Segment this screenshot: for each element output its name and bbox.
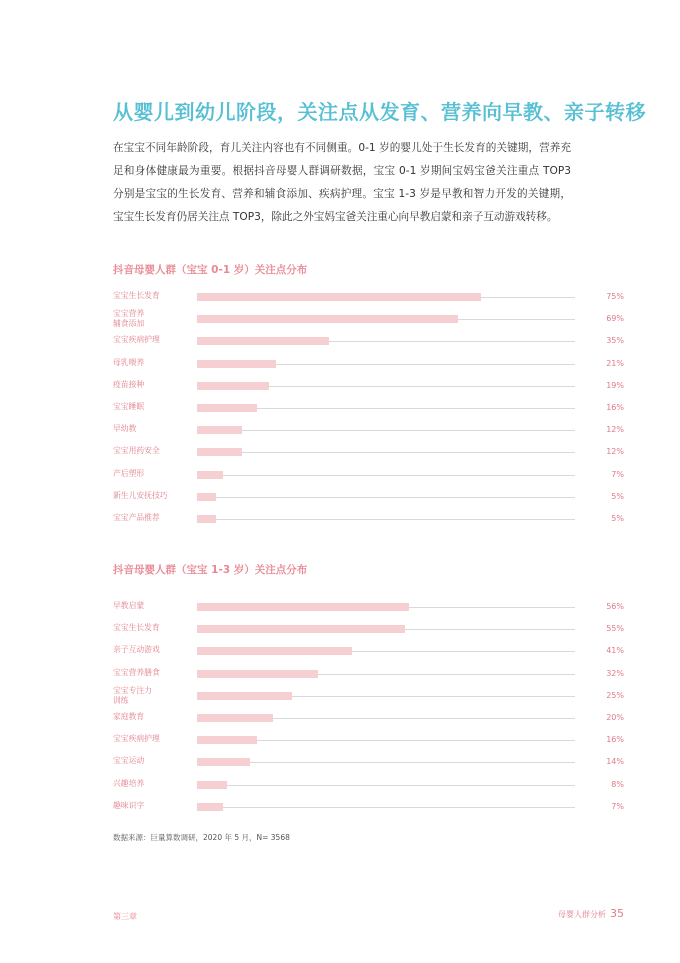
bar <box>197 315 458 323</box>
bar-track <box>197 430 575 431</box>
bar-row <box>113 376 628 400</box>
bar-label: 宝宝睡眠 <box>113 402 145 411</box>
bar-row <box>113 775 628 799</box>
bar-row <box>113 354 628 378</box>
bar <box>197 758 250 766</box>
bar-row <box>113 597 628 621</box>
bar <box>197 404 257 412</box>
bar-label: 宝宝营养膳食 <box>113 667 160 677</box>
bar-label: 家庭教育 <box>113 712 145 721</box>
bar-value-label: 8% <box>611 779 624 789</box>
bar-label: 母乳喂养 <box>113 357 145 367</box>
bar-value-label: 12% <box>606 425 624 435</box>
bar-row <box>113 509 628 533</box>
bar-value-label: 75% <box>606 292 624 301</box>
bar <box>197 647 352 655</box>
bar-row <box>113 708 628 732</box>
bar-value-label: 19% <box>606 380 624 390</box>
chart-2-title: 抖音母婴人群（宝宝 1-3 岁）关注点分布 <box>113 564 308 576</box>
bar <box>197 493 216 501</box>
bar <box>197 515 216 523</box>
bar <box>197 293 481 301</box>
bar-row <box>113 398 628 422</box>
footer-section-title: 母婴人群分析 <box>558 910 606 919</box>
bar <box>197 781 227 789</box>
bar-value-label: 5% <box>611 491 624 501</box>
bar-value-label: 20% <box>606 713 624 722</box>
bar-label: 产后塑形 <box>113 468 145 478</box>
bar <box>197 736 257 744</box>
bar-label: 宝宝用药安全 <box>113 446 160 456</box>
bar-track <box>197 452 575 453</box>
bar-label: 疫苗接种 <box>113 379 145 389</box>
bar-row <box>113 664 628 688</box>
bar-track <box>197 807 575 808</box>
bar-value-label: 14% <box>606 757 624 767</box>
bar-row <box>113 287 628 311</box>
intro-paragraph: 在宝宝不同年龄阶段，育儿关注内容也有不同侧重。0-1 岁的婴儿处于生长发育的关键期，营养充足和身体健康最为重要。根据抖音母婴人群调研数据，宝宝 0-1 岁期间宝妈宝爸关注重点 TOP3 分别是宝宝的生长发育、营养和辅食添加、疾病护理。宝宝 1-3 岁是早教和智力开发的关键期，宝宝生长发育仍居关注点 TOP3，除此之外宝妈宝爸关注重心向早教启蒙和亲子互动游戏转移。 <box>113 142 571 223</box>
bar-value-label: 16% <box>606 735 624 745</box>
bar-value-label: 69% <box>606 314 624 324</box>
bar-value-label: 5% <box>611 514 624 523</box>
bar-value-label: 41% <box>606 646 624 656</box>
bar-value-label: 12% <box>606 447 624 457</box>
bar <box>197 625 405 633</box>
bar-label: 早幼教 <box>113 424 137 434</box>
bar-row <box>113 797 628 821</box>
bar-label: 宝宝运动 <box>113 756 145 766</box>
bar-label: 兴趣培养 <box>113 778 145 788</box>
bar <box>197 360 276 368</box>
bar-value-label: 7% <box>611 801 624 811</box>
bar <box>197 382 269 390</box>
bar-row <box>113 420 628 444</box>
bar-row <box>113 730 628 754</box>
bar-value-label: 35% <box>606 336 624 346</box>
chart-1-title: 抖音母婴人群（宝宝 0-1 岁）关注点分布 <box>113 264 308 276</box>
bar <box>197 471 223 479</box>
bar-label: 宝宝疾病护理 <box>113 734 160 744</box>
bar-label: 宝宝营养 辅食添加 <box>113 309 145 329</box>
bar-value-label: 55% <box>606 624 624 634</box>
bar-row <box>113 465 628 489</box>
footer-section <box>558 907 624 920</box>
bar-row <box>113 686 628 710</box>
bar-value-label: 32% <box>606 668 624 678</box>
bar-value-label: 7% <box>611 469 624 479</box>
bar-label: 宝宝疾病护理 <box>113 335 160 345</box>
page-number: 35 <box>610 907 624 920</box>
bar-track <box>197 519 575 520</box>
bar-track <box>197 497 575 498</box>
bar-track <box>197 785 575 786</box>
bar <box>197 448 242 456</box>
bar-label: 亲子互动游戏 <box>113 645 160 655</box>
bar-label: 新生儿安抚技巧 <box>113 490 168 500</box>
bar <box>197 426 242 434</box>
bar <box>197 803 223 811</box>
bar-label: 宝宝产品推荐 <box>113 513 160 522</box>
bar <box>197 670 318 678</box>
bar-row <box>113 442 628 466</box>
footer-chapter: 第三章 <box>113 912 137 921</box>
bar <box>197 603 409 611</box>
bar <box>197 692 292 700</box>
bar-row <box>113 752 628 776</box>
bar-track <box>197 762 575 763</box>
bar-row <box>113 619 628 643</box>
bar-value-label: 25% <box>606 690 624 700</box>
bar-value-label: 56% <box>606 602 624 611</box>
bar-label: 宝宝专注力 训练 <box>113 685 152 705</box>
bar-row <box>113 641 628 665</box>
bar <box>197 714 273 722</box>
bar-value-label: 21% <box>606 358 624 368</box>
data-source: 数据来源：巨量算数调研，2020 年 5 月，N= 3568 <box>113 833 290 842</box>
bar-label: 早教启蒙 <box>113 601 145 610</box>
bar-row <box>113 487 628 511</box>
page-title: 从婴儿到幼儿阶段，关注点从发育、营养向早教、亲子转移 <box>113 100 646 124</box>
bar-row <box>113 331 628 355</box>
bar-label: 宝宝生长发育 <box>113 291 160 300</box>
bar <box>197 337 329 345</box>
bar-label: 宝宝生长发育 <box>113 623 160 633</box>
bar-track <box>197 475 575 476</box>
bar-row <box>113 309 628 333</box>
bar-label: 趣味识字 <box>113 800 145 810</box>
bar-value-label: 16% <box>606 403 624 412</box>
